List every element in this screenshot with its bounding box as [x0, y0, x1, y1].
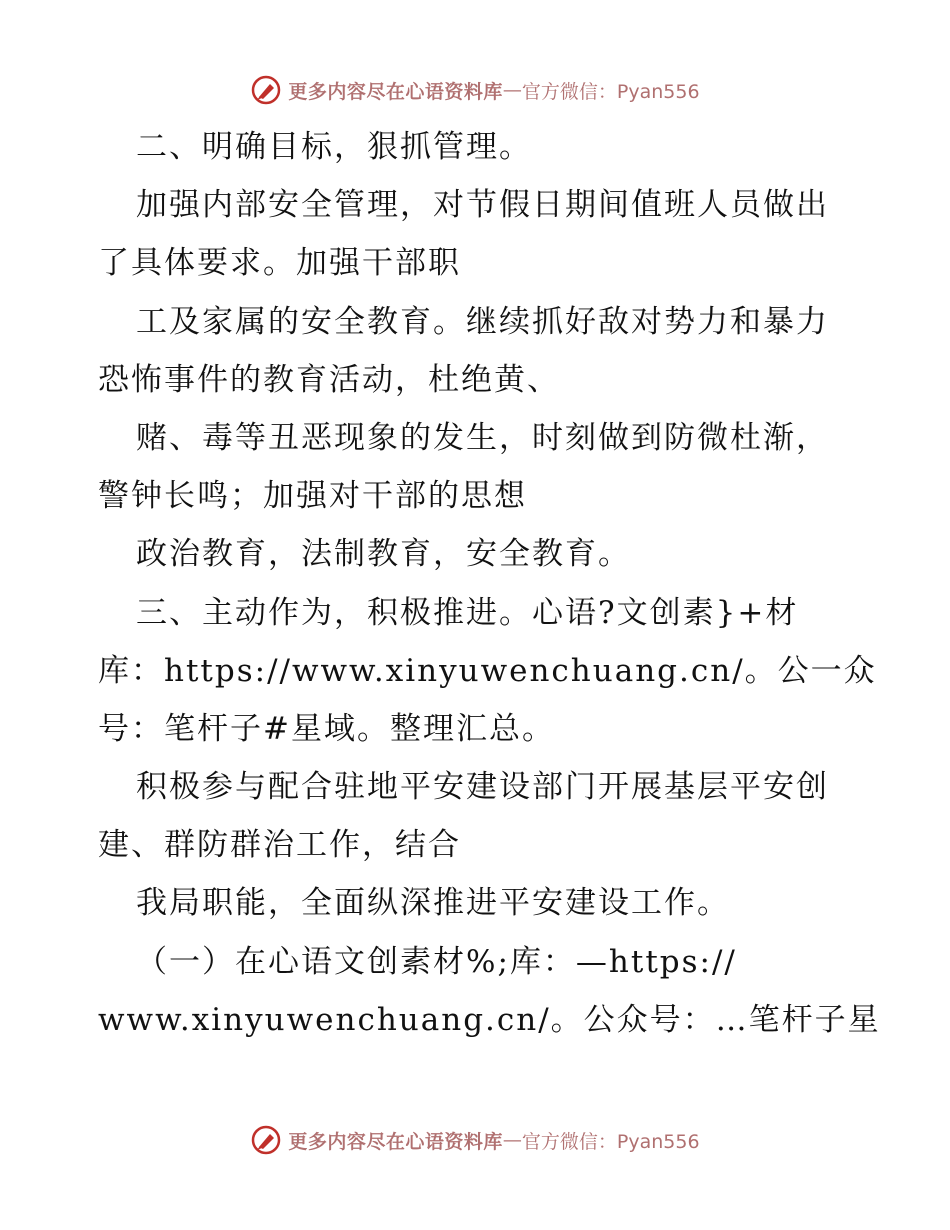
text-line: （一）在心语文创素材%;库：—https://	[136, 943, 737, 980]
text-line: 赌、毒等丑恶现象的发生，时刻做到防微杜渐，	[136, 419, 829, 456]
header-title: 更多内容尽在心语资料库	[288, 80, 503, 103]
text-line: 警钟长鸣；加强对干部的思想	[98, 478, 527, 515]
document-body	[98, 118, 881, 1049]
header-banner	[0, 70, 950, 110]
footer-separator: —	[502, 1129, 522, 1151]
pen-nib-logo-icon	[250, 1124, 282, 1156]
header-wechat: 官方微信：Pyan556	[521, 80, 700, 103]
text-line: 号：笔杆子#星域。整理汇总。	[98, 710, 555, 747]
text-line: 库：https://www.xinyuwenchuang.cn/。公一众	[98, 652, 877, 689]
text-line: www.xinyuwenchuang.cn/。公众号：…笔杆子星	[98, 1001, 881, 1038]
text-line: 建、群防群治工作，结合	[98, 827, 461, 864]
text-line: 恐怖事件的教育活动，杜绝黄、	[98, 361, 560, 398]
footer-wechat: 官方微信：Pyan556	[521, 1130, 700, 1153]
text-line: 我局职能，全面纵深推进平安建设工作。	[136, 885, 730, 922]
text-line: 二、明确目标，狠抓管理。	[136, 129, 532, 165]
text-line: 加强内部安全管理，对节假日期间值班人员做出	[136, 187, 829, 224]
text-line: 了具体要求。加强干部职	[98, 245, 461, 282]
text-line: 政治教育，法制教育，安全教育。	[136, 536, 631, 573]
text-line: 三、主动作为，积极推进。心语?文创素}+材	[136, 594, 799, 631]
header-separator: —	[502, 79, 522, 101]
pen-nib-logo-icon	[250, 74, 282, 106]
footer-banner	[0, 1120, 950, 1160]
text-line: 工及家属的安全教育。继续抓好敌对势力和暴力	[136, 303, 829, 340]
text-line: 积极参与配合驻地平安建设部门开展基层平安创	[136, 769, 829, 806]
footer-title: 更多内容尽在心语资料库	[288, 1130, 503, 1153]
